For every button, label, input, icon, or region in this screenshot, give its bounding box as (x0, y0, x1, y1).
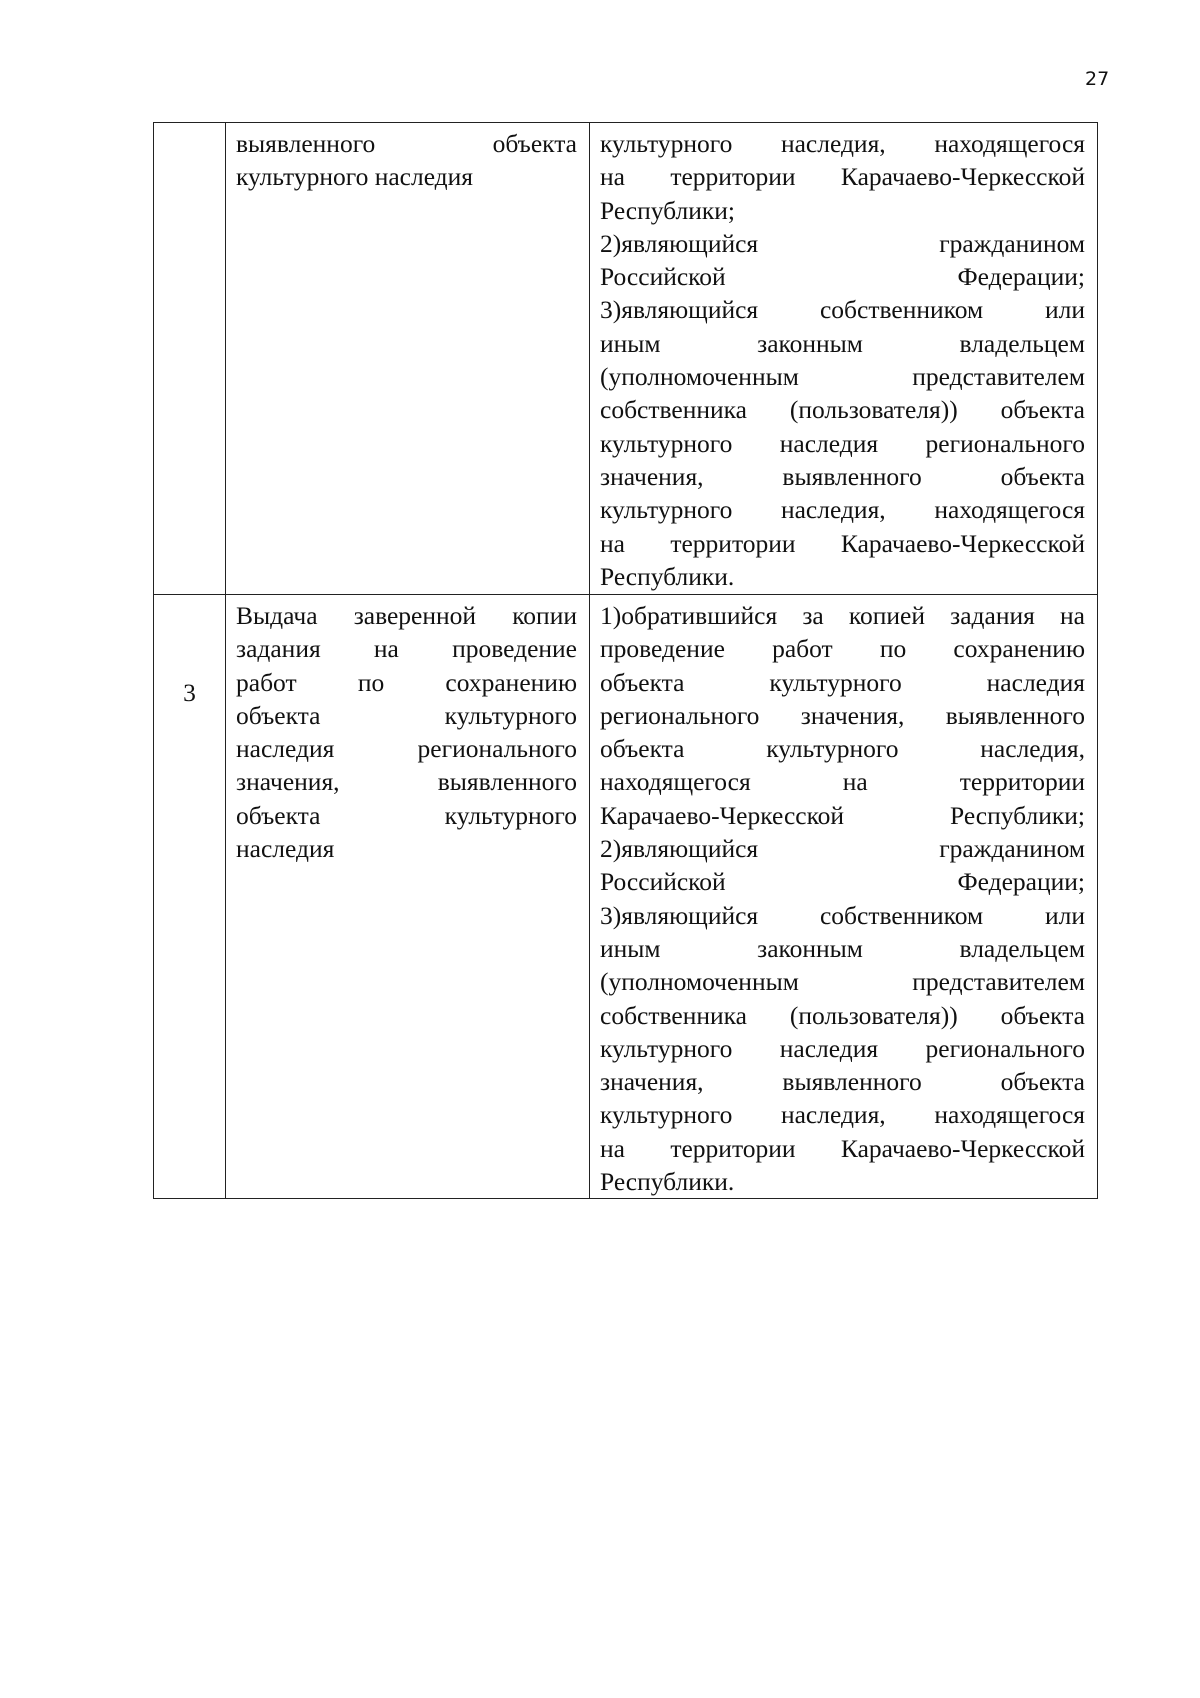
text-line: собственника (пользователя)) объекта (600, 1000, 1085, 1030)
text-line: культурного наследия регионального (600, 1033, 1085, 1063)
row-number-cell (154, 123, 226, 595)
text-line: объекта культурного (236, 700, 577, 730)
text-line: находящегося на территории (600, 767, 1085, 797)
text-line: Республики. (600, 561, 735, 591)
text-line: 1)обратившийся за копией задания на (600, 601, 1085, 630)
text-line: объекта культурного наследия (600, 667, 1085, 697)
text-line: регионального значения, выявленного (600, 700, 1085, 730)
text-line: на территории Карачаево-Черкесской (600, 1133, 1085, 1163)
text-line: культурного наследия регионального (600, 428, 1085, 458)
text-line: объекта культурного наследия, (600, 734, 1085, 764)
row-number (154, 123, 225, 204)
text-line: на территории Карачаево-Черкесской (600, 162, 1085, 192)
row-number-cell (154, 595, 226, 1199)
text-line: культурного наследия, находящегося (600, 495, 1085, 525)
text-line: Республики; (600, 195, 736, 225)
text-line: значения, выявленного объекта (600, 461, 1085, 491)
text-line: культурного наследия (236, 162, 474, 192)
text-line: наследия регионального (236, 734, 577, 764)
text-line: наследия (236, 834, 335, 864)
text-line: Карачаево-Черкесской Республики; (600, 800, 1085, 830)
text-line: Российской Федерации; (600, 262, 1085, 292)
services-table (153, 122, 1098, 1199)
text-line: на территории Карачаево-Черкесской (600, 528, 1085, 558)
text-line: культурного наследия, находящегося (600, 1100, 1085, 1130)
text-line: Российской Федерации; (600, 867, 1085, 897)
text-line: задания на проведение (236, 634, 577, 664)
table-row (154, 123, 1098, 595)
text-line: 3)являющийся собственником или (600, 900, 1085, 930)
text-line: Выдача заверенной копии (236, 601, 577, 630)
text-line: Республики. (600, 1167, 735, 1197)
text-line: значения, выявленного объекта (600, 1067, 1085, 1097)
text-line: работ по сохранению (236, 667, 577, 697)
text-line: проведение работ по сохранению (600, 634, 1085, 664)
service-name-cell (226, 595, 590, 1199)
text-line: значения, выявленного (236, 767, 577, 797)
text-line: 3)являющийся собственником или (600, 295, 1085, 325)
service-name-cell (226, 123, 590, 595)
text-line: 2)являющийся гражданином (600, 834, 1085, 864)
text-line: (уполномоченным представителем (600, 362, 1085, 392)
table-row (154, 595, 1098, 1199)
text-line: иным законным владельцем (600, 328, 1085, 358)
text-line: иным законным владельцем (600, 933, 1085, 963)
text-line: выявленного объекта (236, 129, 577, 158)
text-line: объекта культурного (236, 800, 577, 830)
applicant-cell (590, 595, 1098, 1199)
text-line: собственника (пользователя)) объекта (600, 395, 1085, 425)
text-line: 2)являющийся гражданином (600, 228, 1085, 258)
applicant-cell (590, 123, 1098, 595)
text-line: (уполномоченным представителем (600, 967, 1085, 997)
row-number: 3 (183, 678, 196, 707)
page-number: 27 (1085, 68, 1110, 90)
text-line: культурного наследия, находящегося (600, 129, 1085, 158)
